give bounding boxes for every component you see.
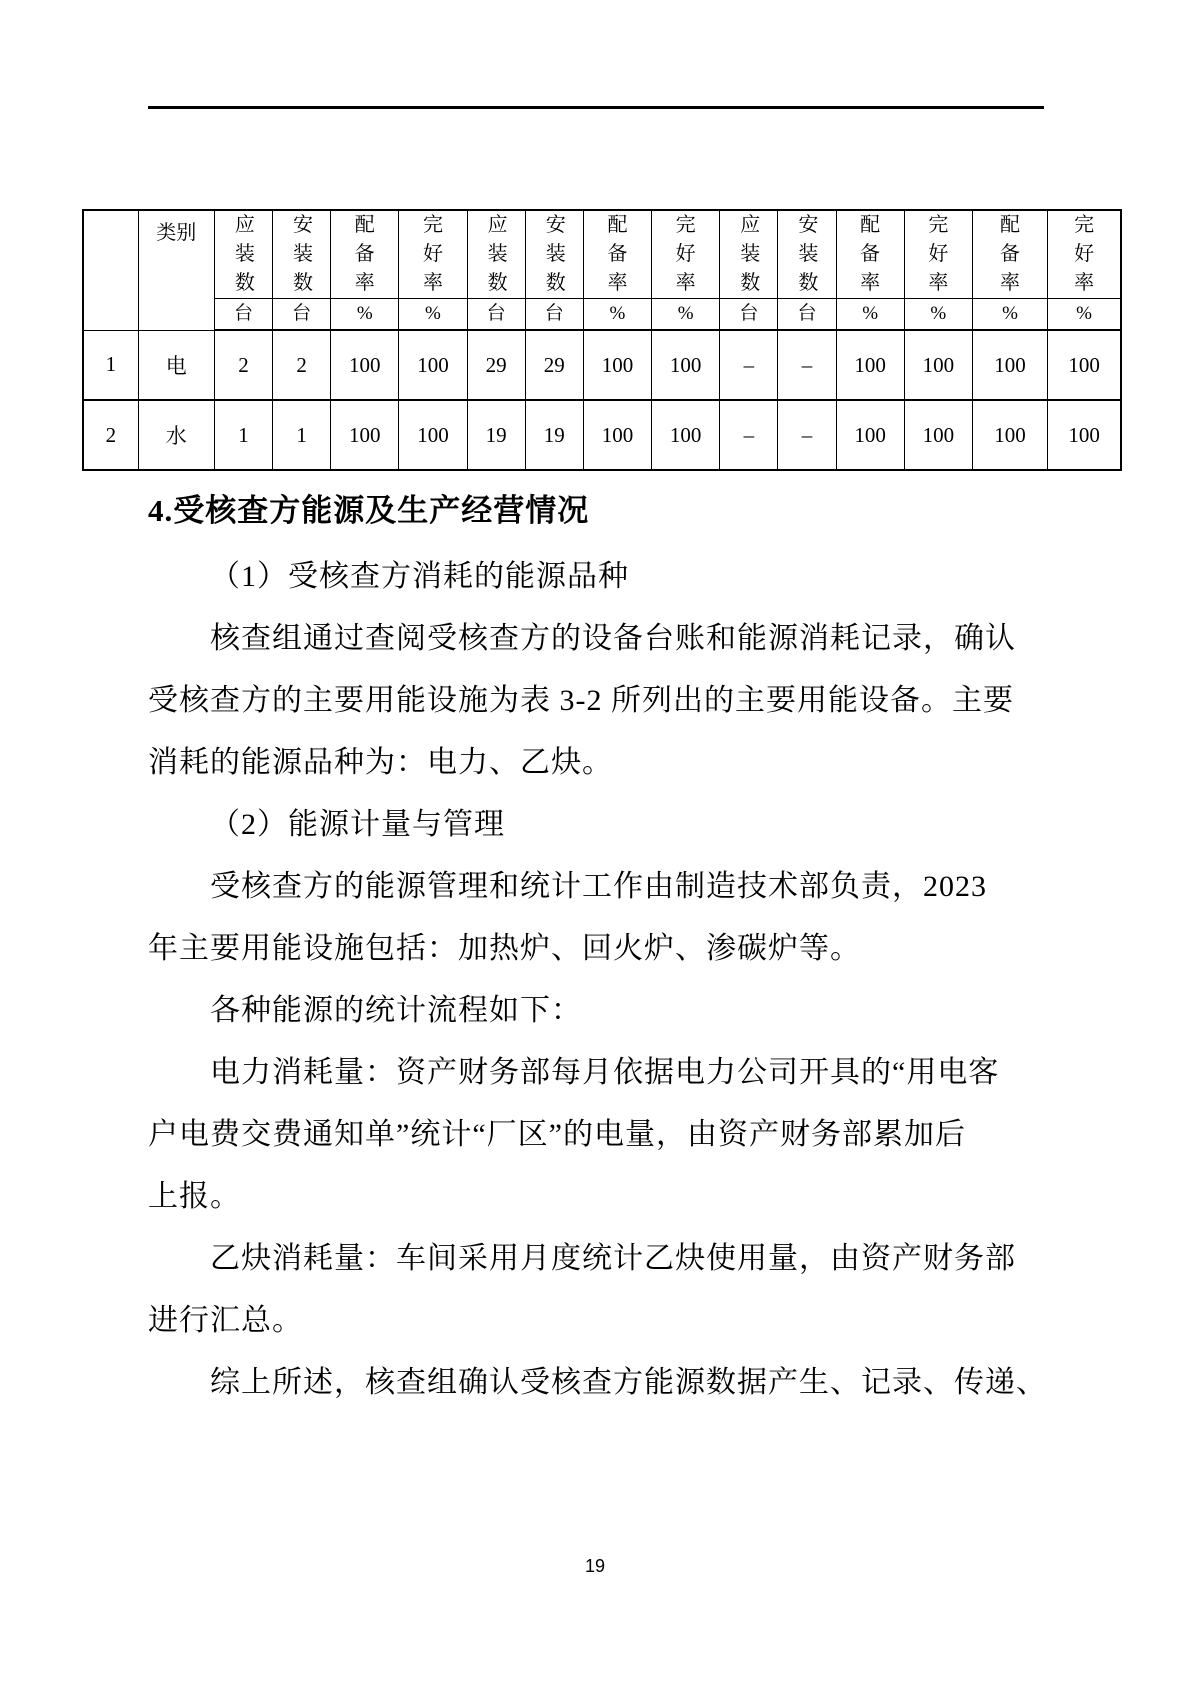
- value-cell: 100: [399, 330, 467, 400]
- value-cell: 1: [273, 400, 331, 470]
- value-cell: 100: [652, 330, 720, 400]
- unit-cell: 台: [778, 299, 836, 331]
- value-cell: 19: [467, 400, 525, 470]
- unit-cell: 台: [214, 299, 272, 331]
- unit-cell: 台: [273, 299, 331, 331]
- table-header-row-names: [83, 210, 1121, 299]
- unit-cell: 台: [467, 299, 525, 331]
- unit-cell: %: [652, 299, 720, 331]
- body-line: 进行汇总。: [148, 1304, 303, 1337]
- value-cell: 100: [399, 400, 467, 470]
- metering-device-table: [82, 209, 1122, 471]
- body-line: 消耗的能源品种为：电力、乙炔。: [148, 746, 613, 779]
- unit-cell: %: [904, 299, 972, 331]
- page-header-rule: [148, 106, 1044, 109]
- col-header: 安装数: [525, 210, 583, 299]
- body-line: 核查组通过查阅受核查方的设备台账和能源消耗记录，确认: [210, 622, 1016, 655]
- col-header-total: 完好率: [1048, 210, 1121, 299]
- body-line: 受核查方的能源管理和统计工作由制造技术部负责，2023: [210, 870, 987, 903]
- value-cell: 100: [904, 400, 972, 470]
- category-cell: 电: [138, 330, 214, 400]
- value-cell-total: 100: [1048, 330, 1121, 400]
- value-cell: 29: [467, 330, 525, 400]
- value-cell-total: 100: [1048, 400, 1121, 470]
- body-line: 乙炔消耗量：车间采用月度统计乙炔使用量，由资产财务部: [210, 1242, 1016, 1275]
- body-line: 受核查方的主要用能设施为表 3-2 所列出的主要用能设备。主要: [148, 684, 1014, 717]
- value-cell: 100: [331, 330, 399, 400]
- unit-cell: %: [331, 299, 399, 331]
- value-cell: 100: [583, 330, 651, 400]
- col-header: 配备率: [583, 210, 651, 299]
- unit-cell-total: %: [972, 299, 1047, 331]
- value-cell: 100: [904, 330, 972, 400]
- page-number: 19: [584, 1556, 606, 1576]
- col-header: 配备率: [836, 210, 904, 299]
- value-cell: –: [778, 330, 836, 400]
- value-cell: 100: [836, 330, 904, 400]
- body-content: [148, 476, 1048, 1414]
- value-cell: 2: [214, 330, 272, 400]
- body-line: （2）能源计量与管理: [210, 808, 505, 841]
- col-header: 完好率: [652, 210, 720, 299]
- value-cell: –: [778, 400, 836, 470]
- category-header-cell: 类别: [138, 210, 214, 330]
- col-header: 完好率: [399, 210, 467, 299]
- col-header: 安装数: [273, 210, 331, 299]
- table-row: [83, 400, 1121, 470]
- col-header-total: 配备率: [972, 210, 1047, 299]
- unit-cell: 台: [525, 299, 583, 331]
- row-number-cell: 1: [83, 330, 138, 400]
- body-line: 电力消耗量：资产财务部每月依据电力公司开具的“用电客: [210, 1056, 1000, 1089]
- value-cell-total: 100: [972, 400, 1047, 470]
- value-cell: –: [720, 400, 778, 470]
- body-line: （1）受核查方消耗的能源品种: [210, 560, 629, 593]
- body-line: 户电费交费通知单”统计“厂区”的电量，由资产财务部累加后: [148, 1118, 966, 1151]
- value-cell-total: 100: [972, 330, 1047, 400]
- value-cell: 19: [525, 400, 583, 470]
- col-header: 完好率: [904, 210, 972, 299]
- category-cell: 水: [138, 400, 214, 470]
- row-number-cell: 2: [83, 400, 138, 470]
- col-header: 应装数: [467, 210, 525, 299]
- table-header-row-units: [83, 299, 1121, 331]
- table-row: [83, 330, 1121, 400]
- body-line: 综上所述，核查组确认受核查方能源数据产生、记录、传递、: [210, 1366, 1047, 1399]
- value-cell: 100: [652, 400, 720, 470]
- value-cell: 1: [214, 400, 272, 470]
- unit-cell: 台: [720, 299, 778, 331]
- value-cell: 2: [273, 330, 331, 400]
- body-line: 上报。: [148, 1180, 241, 1213]
- unit-cell: %: [583, 299, 651, 331]
- col-header: 应装数: [214, 210, 272, 299]
- section-heading: 4.受核查方能源及生产经营情况: [148, 493, 590, 528]
- value-cell: 100: [836, 400, 904, 470]
- value-cell: 29: [525, 330, 583, 400]
- col-header: 安装数: [778, 210, 836, 299]
- value-cell: 100: [583, 400, 651, 470]
- unit-cell: %: [399, 299, 467, 331]
- table-corner-cell: [83, 210, 138, 330]
- body-line: 年主要用能设施包括：加热炉、回火炉、渗碳炉等。: [148, 932, 861, 965]
- value-cell: –: [720, 330, 778, 400]
- value-cell: 100: [331, 400, 399, 470]
- body-line: 各种能源的统计流程如下：: [210, 994, 582, 1027]
- unit-cell-total: %: [1048, 299, 1121, 331]
- col-header: 配备率: [331, 210, 399, 299]
- col-header: 应装数: [720, 210, 778, 299]
- unit-cell: %: [836, 299, 904, 331]
